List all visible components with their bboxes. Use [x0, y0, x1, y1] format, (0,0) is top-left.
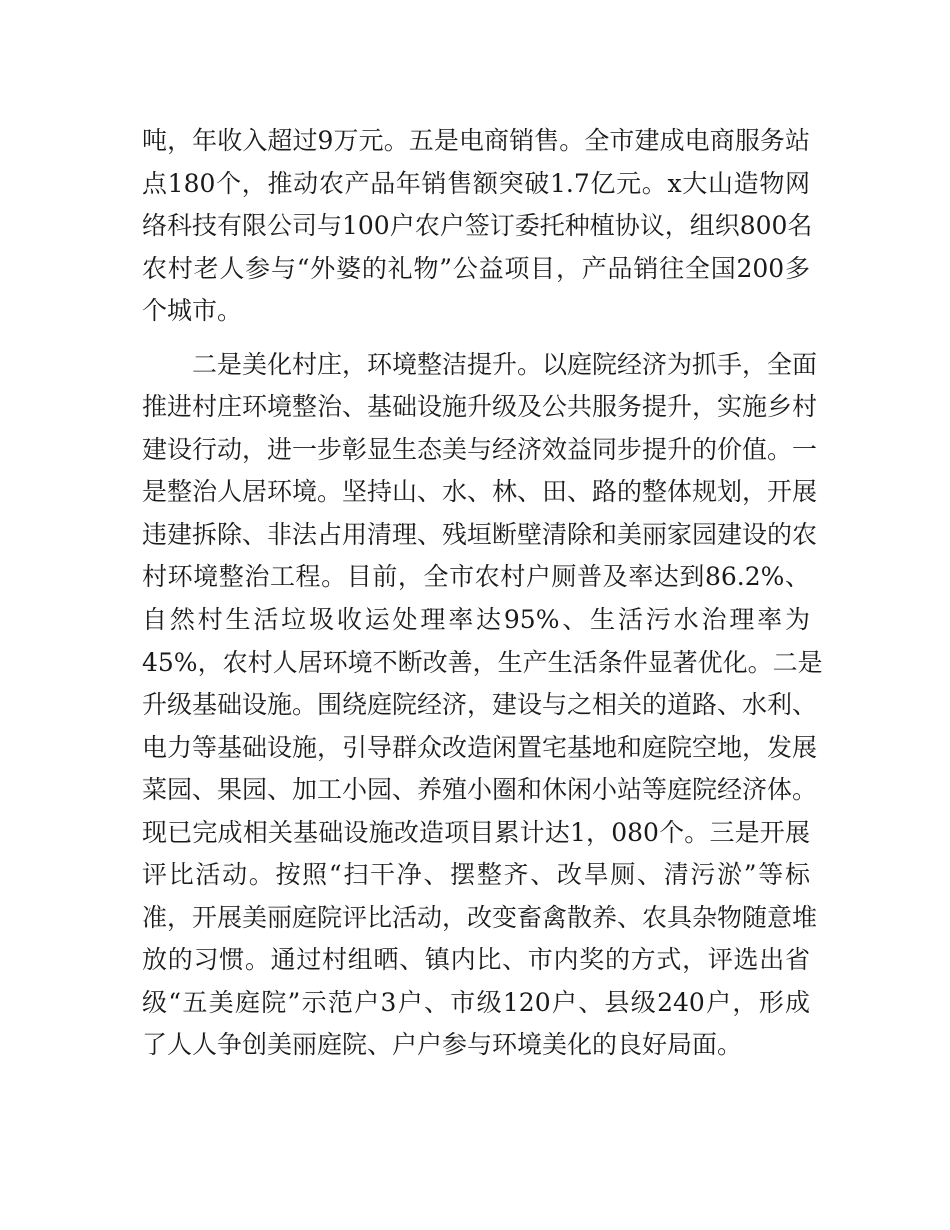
text-line: 二是美化村庄，环境整洁提升。以庭院经济为抓手，全面: [142, 349, 818, 379]
text-line: 45%，农村人居环境不断改善，生产生活条件显著优化。二是: [142, 647, 823, 677]
text-line: 评比活动。按照“扫干净、摆整齐、改旱厕、清污淤”等标: [142, 860, 810, 890]
text-line: 个城市。: [142, 296, 243, 326]
text-line: 吨，年收入超过9万元。五是电商销售。全市建成电商服务站: [142, 126, 810, 155]
text-line: 放的习惯。通过村组晒、镇内比、市内奖的方式，评选出省: [142, 945, 810, 975]
paragraph-spacer: [142, 333, 810, 344]
document-body: [142, 120, 823, 1067]
paragraph-village-beautification: [142, 344, 823, 1067]
text-line: 自然村生活垃圾收运处理率达95%、生活污水治理率为: [142, 605, 810, 635]
text-line: 现已完成相关基础设施改造项目累计达1，080个。三是开展: [142, 817, 810, 847]
text-line: 级“五美庭院”示范户3户、市级120户、县级240户，形成: [142, 987, 810, 1017]
text-line: 建设行动，进一步彰显生态美与经济效益同步提升的价值。一: [142, 434, 818, 464]
text-line: 升级基础设施。围绕庭院经济，建设与之相关的道路、水利、: [142, 690, 818, 720]
text-line: 络科技有限公司与100户农户签订委托种植协议，组织800名: [142, 211, 813, 241]
paragraph-ecommerce: [142, 120, 813, 333]
text-line: 了人人争创美丽庭院、户户参与环境美化的良好局面。: [142, 1030, 743, 1060]
text-line: 村环境整治工程。目前，全市农村户厕普及率达到86.2%、: [142, 562, 810, 592]
text-line: 违建拆除、非法占用清理、残垣断壁清除和美丽家园建设的农: [142, 519, 818, 549]
text-line: 准，开展美丽庭院评比活动，改变畜禽散养、农具杂物随意堆: [142, 902, 818, 932]
text-line: 菜园、果园、加工小园、养殖小圈和休闲小站等庭院经济体。: [142, 775, 818, 805]
text-line: 点180个，推动农产品年销售额突破1.7亿元。x大山造物网: [142, 168, 810, 198]
text-line: 电力等基础设施，引导群众改造闲置宅基地和庭院空地，发展: [142, 732, 818, 762]
text-line: 农村老人参与“外婆的礼物”公益项目，产品销往全国200多: [142, 253, 810, 283]
text-line: 是整治人居环境。坚持山、水、林、田、路的整体规划，开展: [142, 477, 818, 507]
text-line: 推进村庄环境整治、基础设施升级及公共服务提升，实施乡村: [142, 392, 818, 422]
